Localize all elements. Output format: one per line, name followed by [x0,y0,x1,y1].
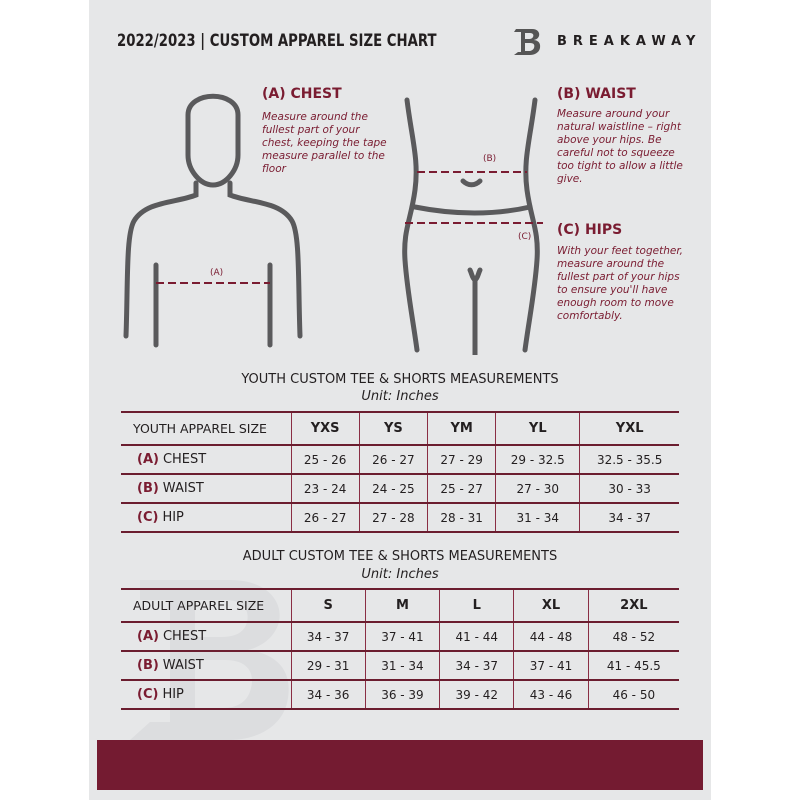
value-cell: 24 - 25 [359,474,427,503]
row-key: (A) [137,629,159,644]
row-key: (B) [137,658,159,673]
row-label [121,680,291,709]
row-key: (C) [137,687,159,702]
value-cell: 27 - 30 [496,474,580,503]
breakaway-logo [510,25,544,59]
header-cell: XL [514,589,588,622]
value-cell: 44 - 48 [514,622,588,651]
table-row [121,651,679,680]
value-cell: 31 - 34 [365,651,439,680]
youth-table-unit: Unit: Inches [361,389,439,404]
table-row [121,445,679,474]
table-row [121,622,679,651]
header-cell: ADULT APPAREL SIZE [121,589,291,622]
waist-marker: (B) [483,154,497,164]
row-key: (B) [137,481,159,496]
value-cell: 27 - 29 [428,445,496,474]
value-cell: 28 - 31 [428,503,496,532]
row-label [121,622,291,651]
value-cell: 34 - 36 [291,680,365,709]
row-name: CHEST [162,629,207,644]
value-cell: 30 - 33 [580,474,679,503]
value-cell: 39 - 42 [440,680,514,709]
waist-heading: (B) WAIST [557,86,636,102]
value-cell: 27 - 28 [359,503,427,532]
table-row [121,503,679,532]
value-cell: 31 - 34 [496,503,580,532]
value-cell: 26 - 27 [359,445,427,474]
value-cell: 37 - 41 [365,622,439,651]
header-cell: YXS [291,412,359,445]
value-cell: 26 - 27 [291,503,359,532]
page-title: 2022/2023 | CUSTOM APPAREL SIZE CHART [117,31,437,51]
hips-description: With your feet together, measure around the fullest part of your hips to ensure you'll have enough room to move comfortably. [557,245,684,322]
value-cell: 36 - 39 [365,680,439,709]
row-name: HIP [162,687,184,702]
header-cell: YXL [580,412,679,445]
table-header-row [121,589,679,622]
row-label [121,445,291,474]
table-header-row [121,412,679,445]
row-label [121,651,291,680]
adult-size-table [121,588,679,710]
chest-description: Measure around the fullest part of your chest, keeping the tape measure parallel to the floor [262,111,387,175]
value-cell: 34 - 37 [580,503,679,532]
value-cell: 32.5 - 35.5 [580,445,679,474]
row-label [121,503,291,532]
hips-heading: (C) HIPS [557,222,623,238]
header-cell: M [365,589,439,622]
table-row [121,474,679,503]
table-row [121,680,679,709]
value-cell: 46 - 50 [588,680,679,709]
header-cell: YS [359,412,427,445]
header-cell: YL [496,412,580,445]
youth-size-table [121,411,679,533]
adult-table-title: ADULT CUSTOM TEE & SHORTS MEASUREMENTS [242,549,558,564]
value-cell: 29 - 31 [291,651,365,680]
row-name: WAIST [162,481,204,496]
value-cell: 34 - 37 [440,651,514,680]
value-cell: 37 - 41 [514,651,588,680]
value-cell: 25 - 26 [291,445,359,474]
waist-description: Measure around your natural waistline – right above your hips. Be careful not to squeeze too tight to allow a little give. [557,108,683,185]
header-cell: S [291,589,365,622]
value-cell: 29 - 32.5 [496,445,580,474]
row-name: CHEST [162,452,207,467]
lower-body-illustration [395,95,545,355]
footer-bar [97,740,703,790]
value-cell: 25 - 27 [428,474,496,503]
brand-name: BREAKAWAY [557,34,702,49]
adult-table-unit: Unit: Inches [361,567,439,582]
youth-table-title: YOUTH CUSTOM TEE & SHORTS MEASUREMENTS [241,372,559,387]
header-cell: YM [428,412,496,445]
value-cell: 41 - 44 [440,622,514,651]
row-label [121,474,291,503]
row-key: (A) [137,452,159,467]
value-cell: 48 - 52 [588,622,679,651]
header-cell: L [440,589,514,622]
chest-heading: (A) CHEST [262,86,342,102]
value-cell: 43 - 46 [514,680,588,709]
header-cell: YOUTH APPAREL SIZE [121,412,291,445]
value-cell: 34 - 37 [291,622,365,651]
value-cell: 23 - 24 [291,474,359,503]
chest-marker: (A) [210,268,224,278]
row-name: HIP [162,510,184,525]
row-key: (C) [137,510,159,525]
header-cell: 2XL [588,589,679,622]
row-name: WAIST [162,658,204,673]
value-cell: 41 - 45.5 [588,651,679,680]
hips-marker: (C) [518,232,532,242]
